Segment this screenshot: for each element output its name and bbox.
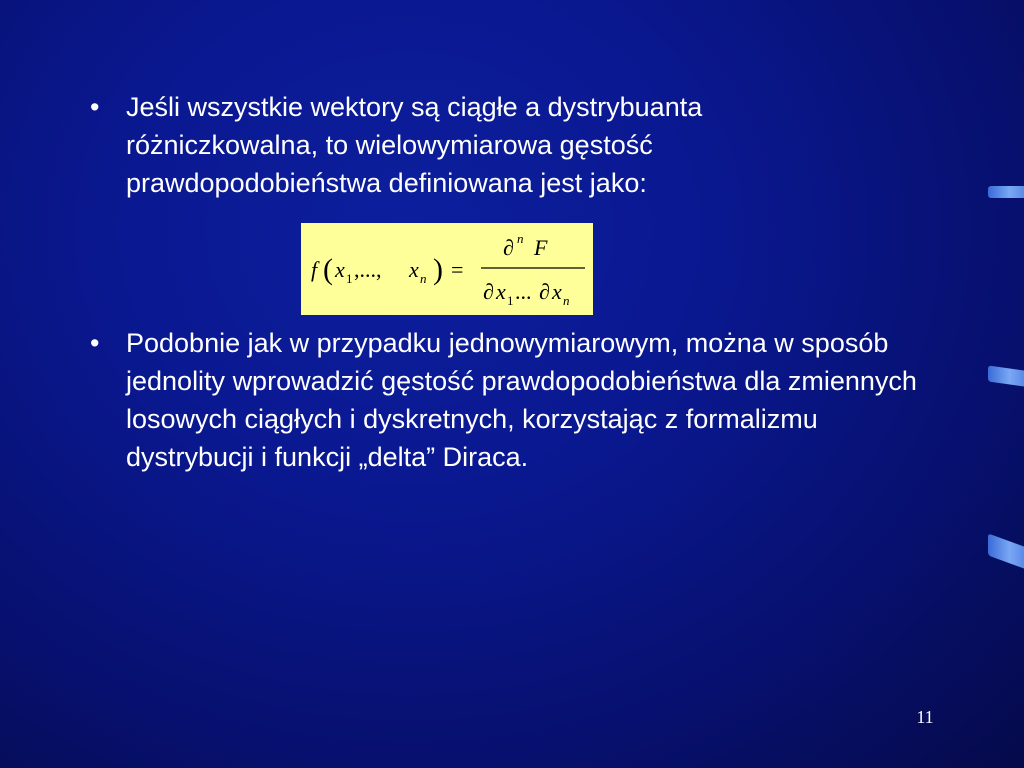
bullet-marker: •: [90, 92, 100, 122]
formula-den-partial-2: ∂: [539, 279, 550, 304]
formula-x1: x: [335, 257, 345, 282]
formula-equals: =: [451, 257, 464, 282]
formula-den-partial-1: ∂: [483, 279, 494, 304]
decorative-stripe: [988, 365, 1024, 386]
bullet-item: [90, 88, 870, 202]
formula-close-paren: ): [433, 253, 443, 286]
formula-open-paren: (: [323, 253, 333, 286]
formula-den-dots: ...: [515, 279, 532, 304]
bullet-text: Jeśli wszystkie wektory są ciągłe a dystrybuanta różniczkowalna, to wielowymiarowa gęstość prawdopodobieństwa definiowana jest jako:: [126, 92, 703, 198]
formula-num-sup: n: [517, 231, 524, 246]
formula-ellipsis: ,...,: [354, 257, 382, 282]
formula: [301, 223, 593, 315]
formula-den-xn: x: [552, 279, 562, 304]
formula-xn: x: [409, 257, 419, 282]
formula-box: [301, 223, 593, 315]
bullet-item: [90, 324, 950, 476]
bullet-marker: •: [90, 328, 100, 358]
decorative-stripe: [988, 186, 1024, 198]
formula-f: f: [311, 257, 318, 282]
formula-den-x1-sub: 1: [507, 293, 514, 308]
formula-num-partial: ∂: [503, 235, 514, 260]
formula-den-x1: x: [496, 279, 506, 304]
formula-den-xn-sub: n: [563, 293, 570, 308]
decorative-stripe: [988, 533, 1024, 568]
formula-x1-sub: 1: [346, 271, 353, 286]
formula-xn-sub: n: [420, 271, 427, 286]
page-number: 11: [916, 707, 934, 727]
formula-num-F: F: [534, 235, 548, 260]
bullet-text: Podobnie jak w przypadku jednowymiarowym, można w sposób jednolity wprowadzić gęstość prawdopodobieństwa dla zmiennych losowych ciągłych i dyskretnych, korzystając z formalizmu dystrybucji i funkcji „delta” Diraca.: [126, 328, 917, 472]
